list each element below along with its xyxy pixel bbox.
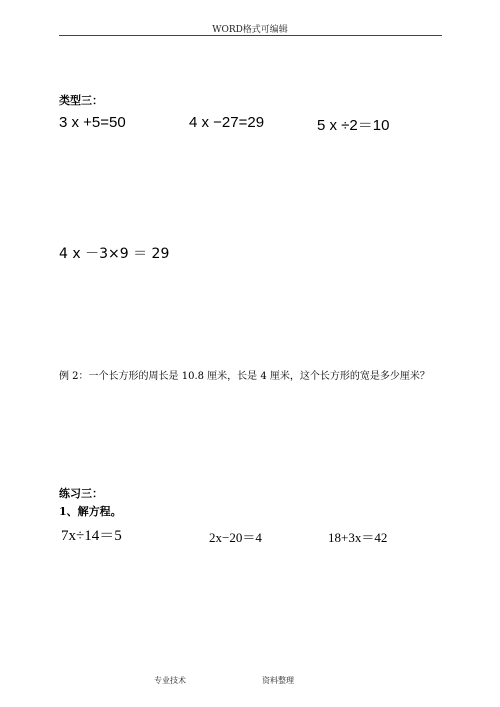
example-2-text: 例 2：一个长方形的周长是 10.8 厘米，长是 4 厘米，这个长方形的宽是多少厘米？ [59,371,430,382]
practice-equation-2: 2x−20＝4 [209,530,262,545]
equation-4: 4 x －3×9 ＝ 29 [59,246,170,262]
equation-1: 3 x +5=50 [59,114,126,131]
practice-equation-3: 18+3x＝42 [328,530,388,545]
equation-3: 5 x ÷2＝10 [317,117,390,134]
footer-right: 资料整理 [262,676,294,685]
header-divider [59,35,442,36]
section-title: 类型三： [59,94,103,107]
practice-title: 练习三： [59,487,103,500]
footer-left: 专业技术 [154,676,186,685]
equation-2: 4 x −27=29 [189,114,265,131]
practice-equation-1: 7x÷14＝5 [61,528,122,544]
practice-item-1: 1、解方程。 [59,505,122,518]
page-header: WORD格式可编辑 [212,25,288,35]
